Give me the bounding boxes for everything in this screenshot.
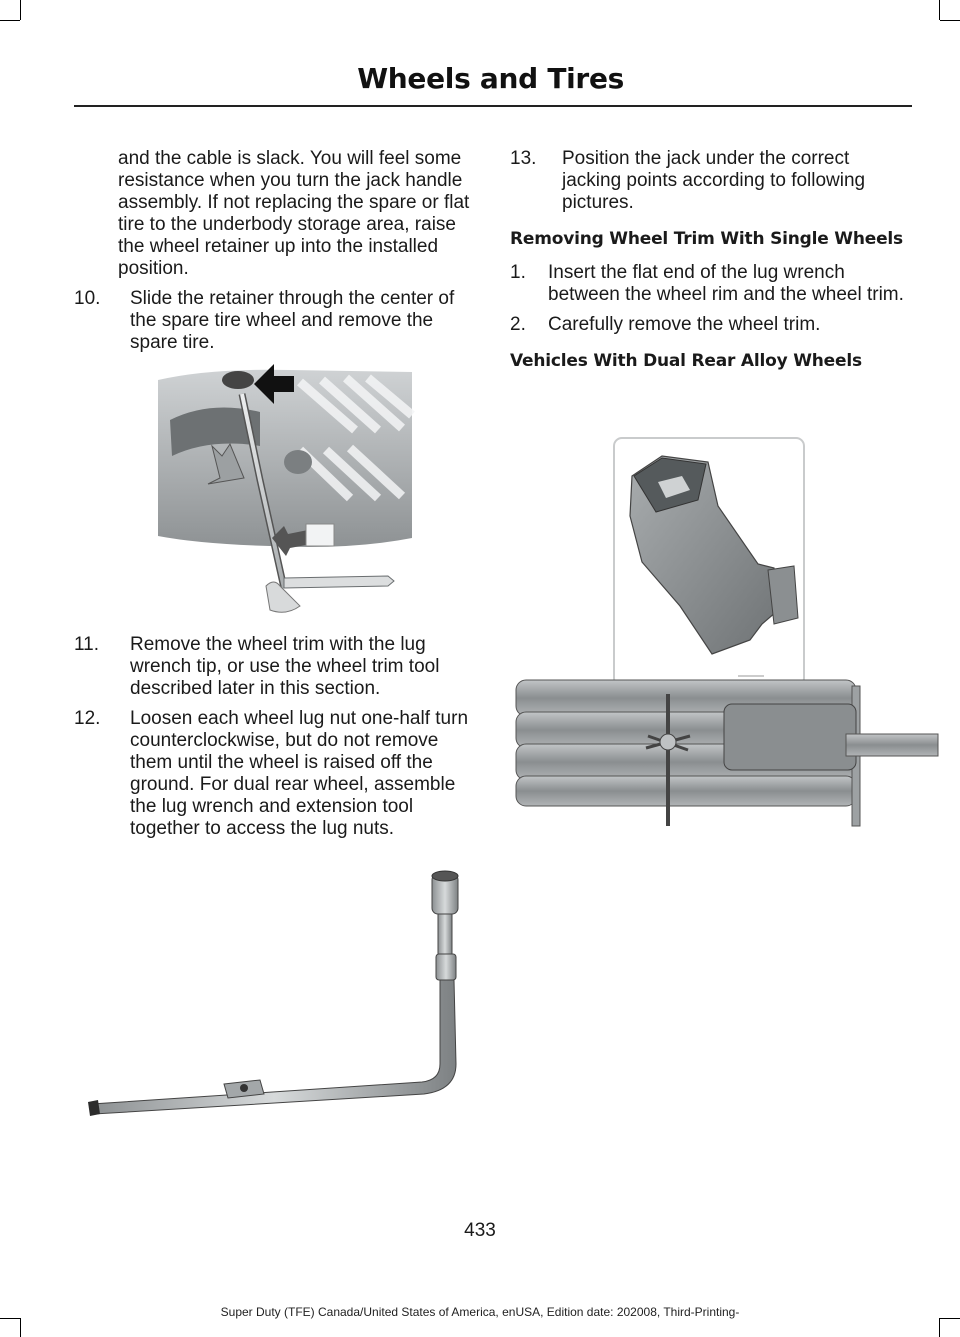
title-divider <box>74 105 912 107</box>
lug-wrench-illustration <box>84 868 470 1118</box>
step-number: 2. <box>510 314 526 335</box>
step-number: 1. <box>510 262 526 283</box>
section-heading-dual-rear-alloy: Vehicles With Dual Rear Alloy Wheels <box>510 351 862 371</box>
section-heading-single-wheels: Removing Wheel Trim With Single Wheels <box>510 229 903 249</box>
right-column <box>510 148 912 384</box>
single-step-1 <box>510 262 912 306</box>
step-number: 11. <box>74 634 100 655</box>
page-title: Wheels and Tires <box>357 62 624 95</box>
step-text: Loosen each wheel lug nut one-half turn counterclockwise, but do not remove them until the wheel is raised off the ground. For dual rear wheel, assemble the lug wrench and extension tool together to access the lug nuts. <box>130 708 469 839</box>
step-text: Carefully remove the wheel trim. <box>548 314 821 335</box>
step-text: Slide the retainer through the center of the spare tire wheel and remove the spare tire. <box>130 288 455 353</box>
footer-edition: Super Duty (TFE) Canada/United States of America, enUSA, Edition date: 202008, Third-Printing- <box>220 1305 740 1319</box>
step-11 <box>74 634 476 700</box>
step-13 <box>510 148 912 214</box>
step-text: Position the jack under the correct jacking points according to following pictures. <box>562 148 866 213</box>
step-number: 10. <box>74 288 101 309</box>
single-step-2 <box>510 314 912 336</box>
continued-paragraph: and the cable is slack. You will feel some resistance when you turn the jack handle assembly. If not replacing the spare or flat tire to the underbody storage area, raise the wheel retainer up into the installed position. <box>118 148 470 279</box>
retainer-illustration <box>150 360 420 622</box>
crop-mark <box>939 1318 940 1337</box>
step-10 <box>74 288 476 354</box>
step-number: 12. <box>74 708 101 729</box>
crop-mark <box>20 0 21 20</box>
wheel-trim-tool-illustration <box>512 436 940 828</box>
step-text: Insert the flat end of the lug wrench between the wheel rim and the wheel trim. <box>548 262 904 305</box>
crop-mark <box>0 20 20 21</box>
crop-mark <box>940 20 960 21</box>
step-12 <box>74 708 476 840</box>
crop-mark <box>20 1318 21 1337</box>
page-number: 433 <box>464 1220 496 1241</box>
crop-mark <box>939 0 940 20</box>
step-text: Remove the wheel trim with the lug wrench tip, or use the wheel trim tool described later in this section. <box>130 634 440 699</box>
step-number: 13. <box>510 148 537 169</box>
